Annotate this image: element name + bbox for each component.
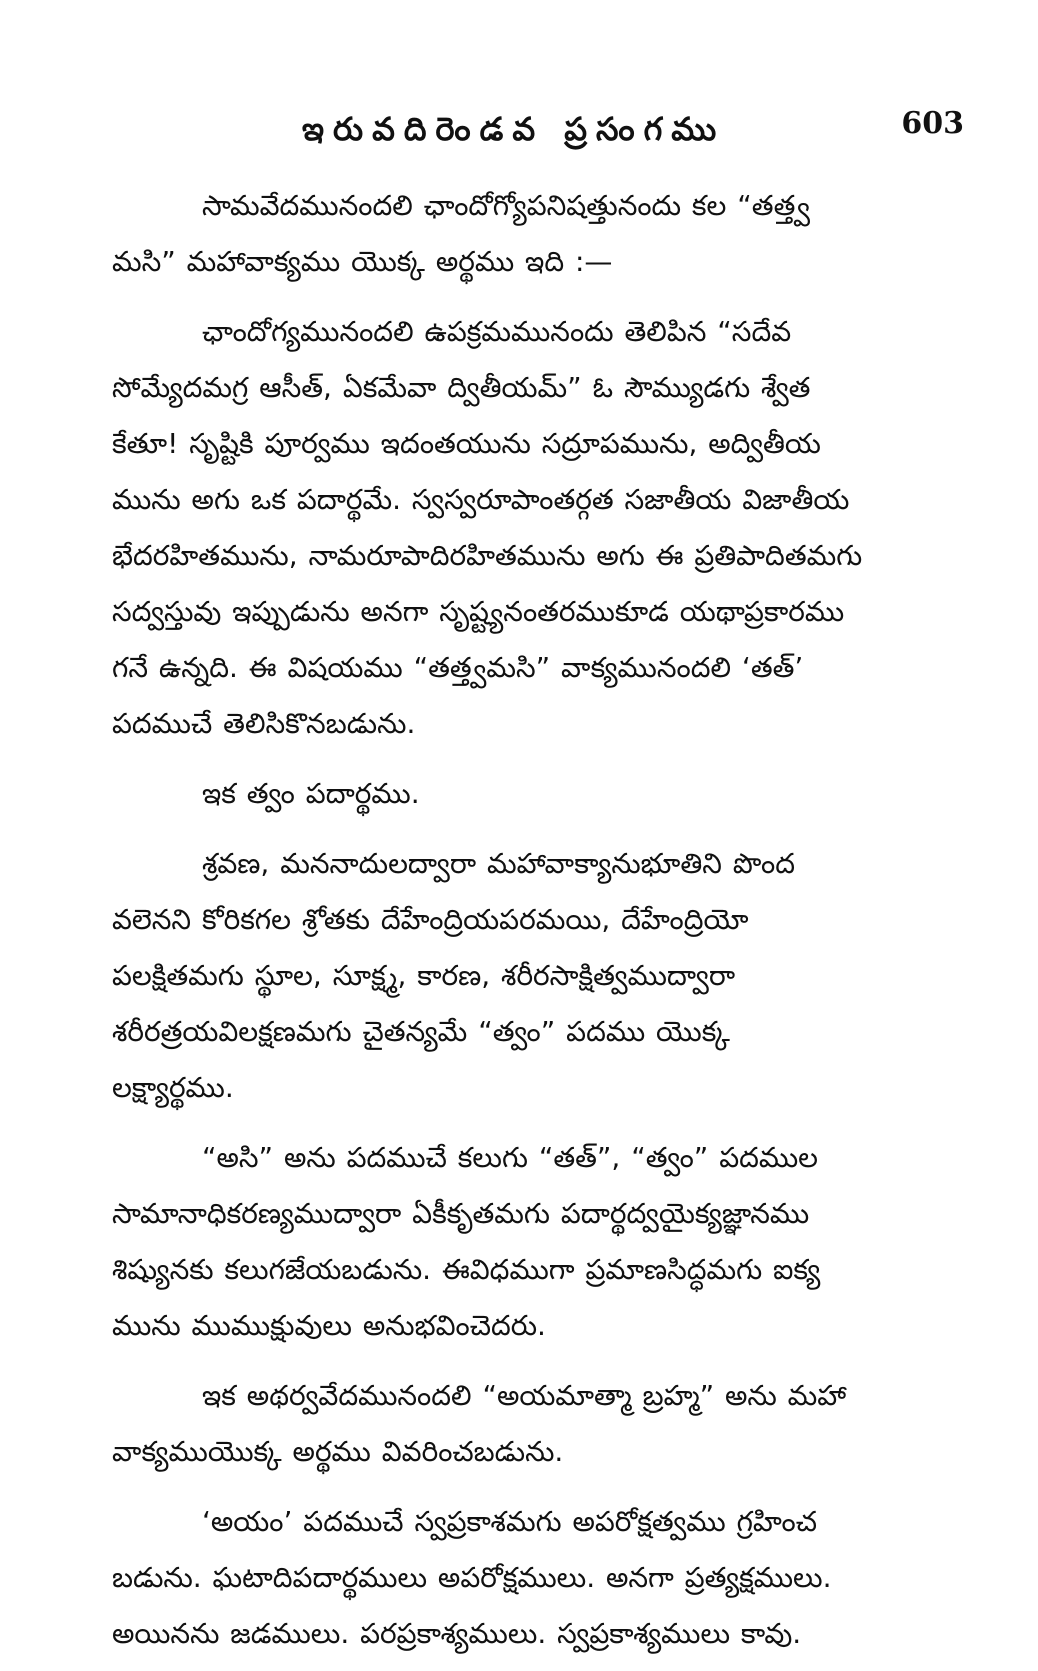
running-title: ఇరువదిరెండవ ప్రసంగము (302, 110, 726, 148)
text-line: సద్వస్తువు ఇప్పుడును అనగా సృష్ట్యనంతరముకూడ యథాప్రకారము (112, 595, 845, 628)
text-line: మసి” మహావాక్యము యొక్క అర్థము ఇది :— (112, 245, 613, 278)
text-line: శ్రవణ, మననాదులద్వారా మహావాక్యానుభూతిని పొంద (202, 847, 795, 880)
text-line: సోమ్యేదమగ్ర ఆసీత్, ఏకమేవా ద్వితీయమ్” ఓ సౌమ్యుడగు శ్వేత (112, 371, 811, 404)
text-line: శిష్యునకు కలుగజేయబడును. ఈవిధముగా ప్రమాణసిద్ధమగు ఐక్య (112, 1253, 821, 1286)
page-header (112, 92, 966, 156)
text-line: ‘అయం’ పదముచే స్వప్రకాశమగు అపరోక్షత్వము గ్రహించ (202, 1505, 817, 1538)
text-line: భేదరహితమును, నామరూపాదిరహితమును అగు ఈ ప్రతిపాదితమగు (112, 539, 863, 572)
text-line: వలెనని కోరికగల శ్రోతకు దేహేంద్రియపరమయి, దేహేంద్రియో (112, 903, 749, 936)
text-line: అయినను జడములు. పరప్రకాశ్యములు. స్వప్రకాశ్యములు కావు. (112, 1617, 802, 1650)
paragraph-2 (112, 304, 966, 752)
page-number: 603 (901, 106, 964, 141)
text-line: వాక్యముయొక్క అర్థము వివరించబడును. (112, 1435, 564, 1468)
text-line: బడును. ఘటాదిపదార్థములు అపరోక్షములు. అనగా ప్రత్యక్షములు. (112, 1561, 832, 1594)
text-line: శరీరత్రయవిలక్షణమగు చైతన్యమే “త్వం” పదము యొక్క (112, 1015, 730, 1048)
paragraph-5 (112, 1130, 966, 1354)
paragraph-7 (112, 1494, 966, 1662)
text-line: సామానాధికరణ్యముద్వారా ఏకీకృతమగు పదార్థద్వయైక్యజ్ఞానము (112, 1197, 810, 1230)
text-line: మును ముముక్షువులు అనుభవించెదరు. (112, 1309, 546, 1342)
text-line: గనే ఉన్నది. ఈ విషయము “తత్త్వమసి” వాక్యమునందలి ‘తత్’ (112, 651, 804, 684)
text-line: కేతూ! సృష్టికి పూర్వము ఇదంతయును సద్రూపమును, అద్వితీయ (112, 427, 821, 460)
paragraph-6 (112, 1368, 966, 1480)
text-line: మును అగు ఒక పదార్థమే. స్వస్వరూపాంతర్గత సజాతీయ విజాతీయ (112, 483, 850, 516)
text-line: ఛాందోగ్యమునందలి ఉపక్రమమునందు తెలిపిన “సదేవ (202, 315, 792, 348)
paragraph-4 (112, 836, 966, 1116)
text-line: పలక్షితమగు స్థూల, సూక్ష్మ, కారణ, శరీరసాక్షిత్వముద్వారా (112, 959, 736, 992)
text-line: ఇక త్వం పదార్థము. (202, 777, 420, 810)
text-line: ఇక అథర్వవేదమునందలి “అయమాత్మా బ్రహ్మ” అను మహా (202, 1379, 847, 1412)
text-line: లక్ష్యార్థము. (112, 1071, 234, 1104)
paragraph-3 (112, 766, 966, 822)
paragraph-1 (112, 178, 966, 290)
text-line: “అసి” అను పదముచే కలుగు “తత్”, “త్వం” పదముల (202, 1141, 819, 1174)
text-line: పదముచే తెలిసికొనబడును. (112, 707, 416, 740)
text-line: సామవేదమునందలి ఛాందోగ్యోపనిషత్తునందు కల “తత్త్వ (202, 189, 811, 222)
